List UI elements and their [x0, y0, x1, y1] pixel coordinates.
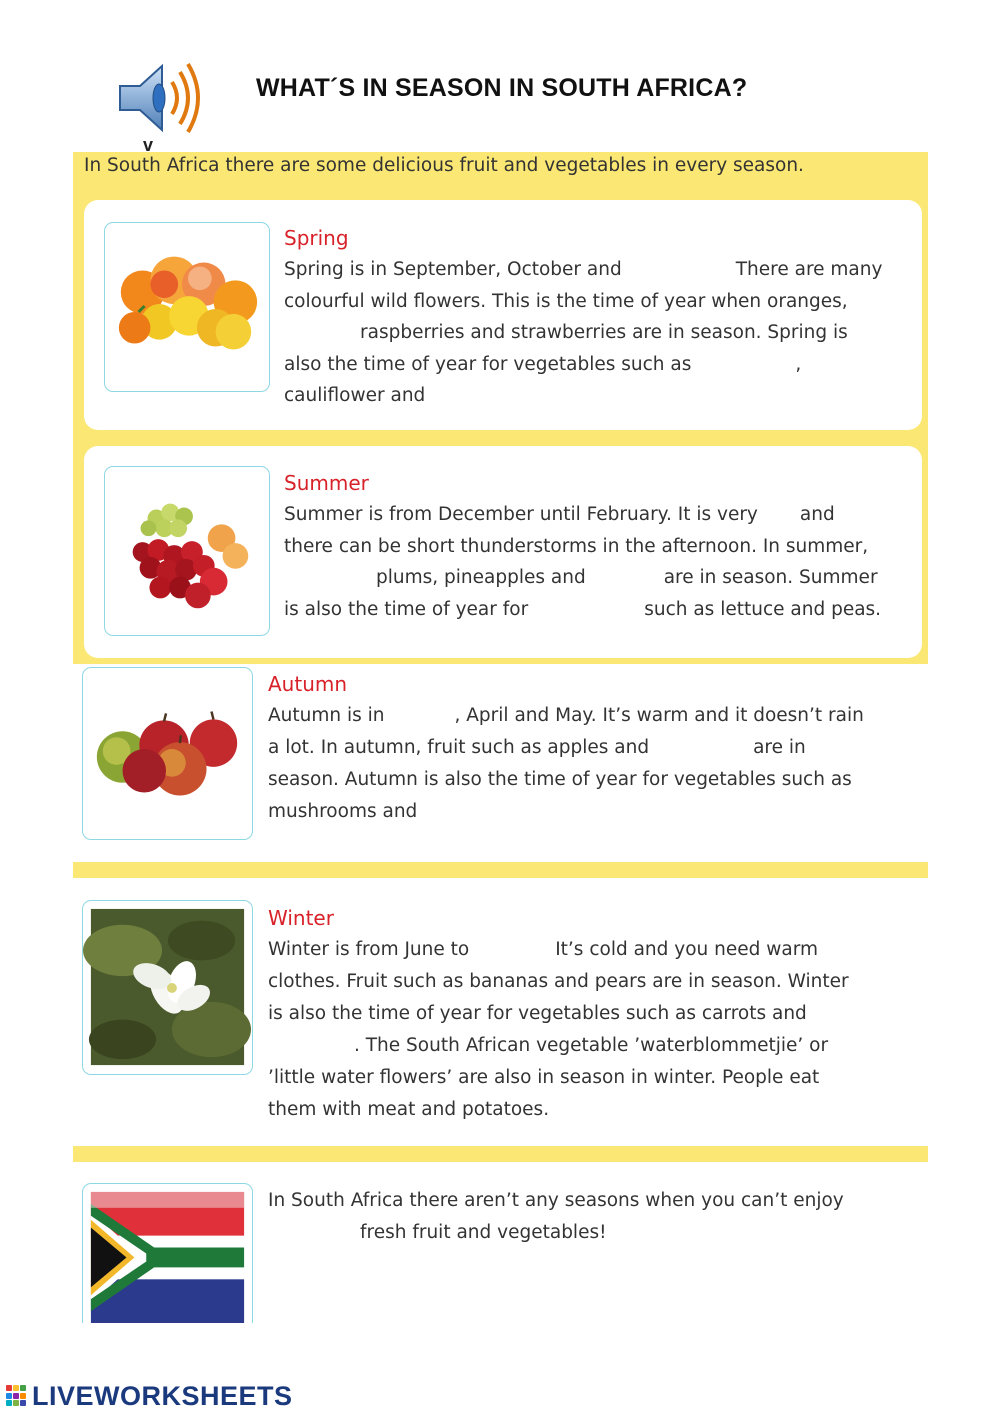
- south-africa-flag-image: [82, 1183, 253, 1323]
- autumn-heading: Autumn: [268, 672, 348, 696]
- summer-fruit-image: [104, 466, 270, 636]
- logo-grid-cell: [20, 1400, 26, 1406]
- summer-heading: Summer: [284, 471, 369, 495]
- waterblommetjie-flower-image: [82, 900, 253, 1075]
- autumn-line-4: mushrooms and: [268, 801, 418, 822]
- spring-text: [284, 254, 882, 412]
- spring-line-4: also the time of year for vegetables such as ,: [284, 353, 802, 375]
- summer-line-3: plums, pineapples and are in season. Summer: [376, 567, 878, 588]
- logo-grid-cell: [20, 1385, 26, 1391]
- logo-grid-cell: [6, 1385, 12, 1391]
- logo-grid-icon: [6, 1385, 28, 1407]
- spring-line-3: raspberries and strawberries are in season. Spring is: [360, 322, 848, 343]
- winter-line-3: is also the time of year for vegetables such as carrots and: [268, 1003, 807, 1024]
- logo-grid-cell: [6, 1400, 12, 1406]
- autumn-line-1: Autumn is in , April and May. It’s warm and it doesn’t rain: [268, 705, 864, 726]
- citrus-fruit-image: [104, 222, 270, 392]
- spring-line-2: colourful wild flowers. This is the time of year when oranges,: [284, 290, 848, 312]
- divider-stripe: [73, 862, 928, 878]
- summer-text: [284, 499, 881, 625]
- closing-line-2: fresh fruit and vegetables!: [360, 1222, 607, 1243]
- autumn-line-2: a lot. In autumn, fruit such as apples and are in: [268, 737, 806, 758]
- winter-line-2: clothes. Fruit such as bananas and pears are in season. Winter: [268, 971, 849, 992]
- summer-line-1: Summer is from December until February. It is very and: [284, 504, 835, 525]
- logo-grid-cell: [13, 1385, 19, 1391]
- winter-line-1: Winter is from June to It’s cold and you need warm: [268, 939, 819, 960]
- summer-line-2: there can be short thunderstorms in the afternoon. In summer,: [284, 535, 869, 557]
- page-title: WHAT´S IN SEASON IN SOUTH AFRICA?: [256, 74, 748, 102]
- summer-line-4: is also the time of year for such as lettuce and peas.: [284, 598, 882, 620]
- spring-heading: Spring: [284, 226, 349, 250]
- speaker-icon[interactable]: [112, 58, 212, 138]
- logo-grid-cell: [13, 1393, 19, 1399]
- logo-grid-cell: [13, 1400, 19, 1406]
- logo-grid-cell: [6, 1393, 12, 1399]
- winter-heading: Winter: [268, 906, 334, 930]
- intro-text: In South Africa there are some delicious fruit and vegetables in every season.: [84, 155, 804, 176]
- liveworksheets-logo[interactable]: [6, 1381, 293, 1411]
- speaker-label: v: [143, 136, 154, 152]
- closing-text: [268, 1185, 844, 1249]
- winter-line-5: ’little water flowers’ are also in season in winter. People eat: [268, 1067, 820, 1088]
- spring-line-5: cauliflower and: [284, 385, 426, 406]
- autumn-text: [268, 700, 864, 828]
- logo-text: LIVEWORKSHEETS: [32, 1380, 293, 1411]
- winter-line-4: . The South African vegetable ’waterblommetjie’ or: [354, 1035, 829, 1056]
- divider-stripe: [73, 1146, 928, 1162]
- winter-line-6: them with meat and potatoes.: [268, 1099, 550, 1120]
- apples-image: [82, 667, 253, 840]
- winter-text: [268, 934, 849, 1126]
- spring-line-1: Spring is in September, October and There are many: [284, 259, 883, 280]
- closing-line-1: In South Africa there aren’t any seasons when you can’t enjoy: [268, 1190, 844, 1211]
- logo-grid-cell: [20, 1393, 26, 1399]
- autumn-line-3: season. Autumn is also the time of year for vegetables such as: [268, 769, 852, 790]
